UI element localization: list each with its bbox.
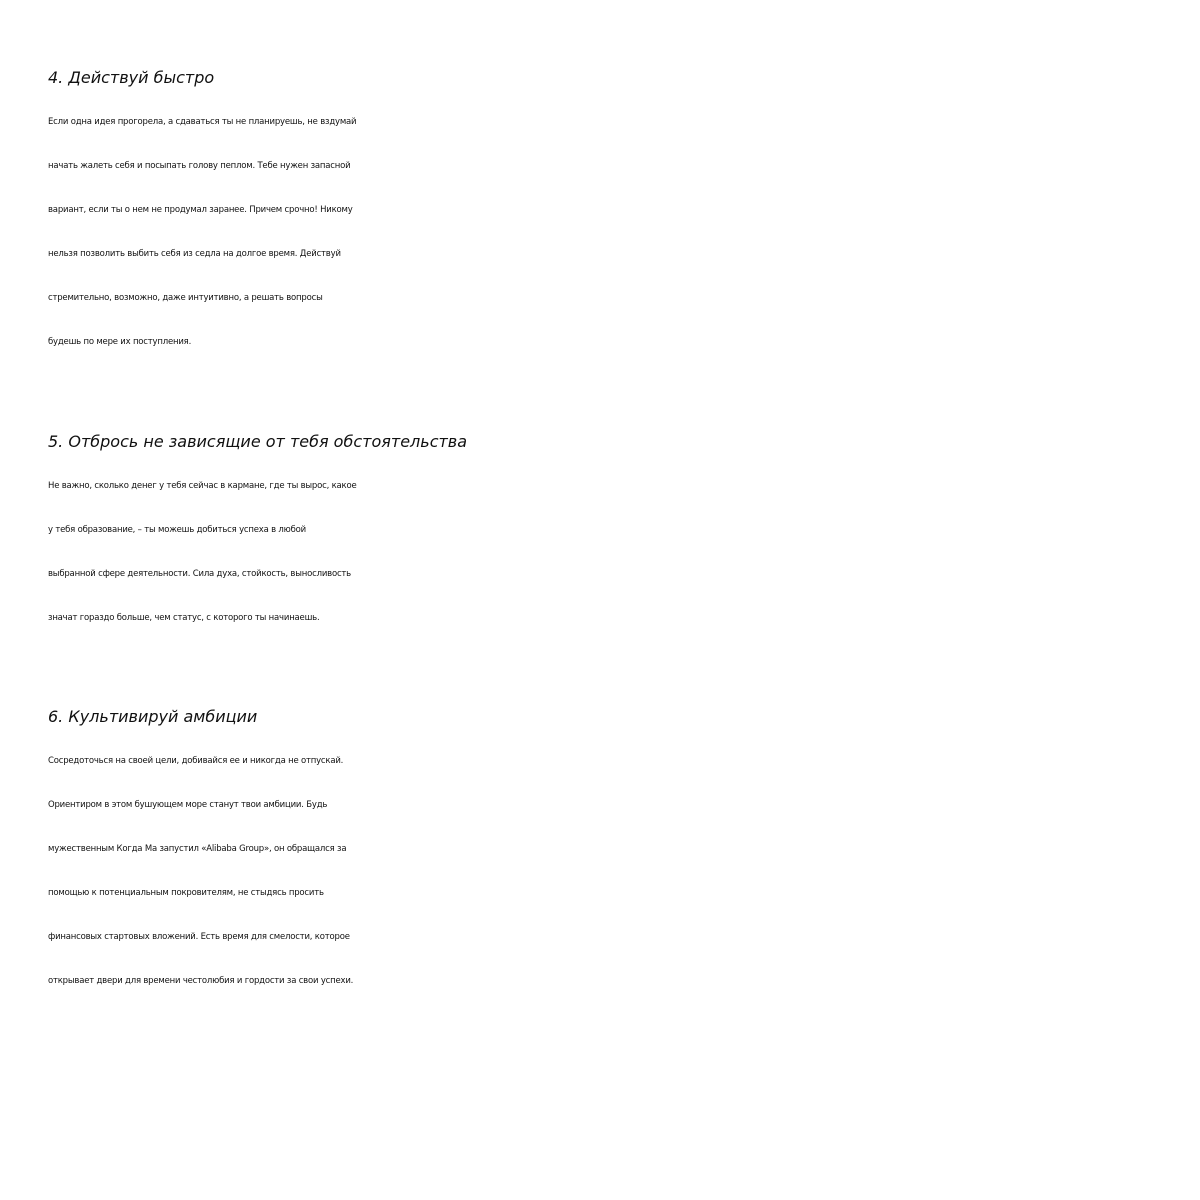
text-line: Не важно, сколько денег у тебя сейчас в кармане, где ты вырос, какое — [48, 481, 357, 491]
section-body — [48, 739, 1168, 1003]
text-line: вариант, если ты о нем не продумал заранее. Причем срочно! Никому — [48, 205, 353, 215]
section-body — [48, 464, 1168, 640]
section-heading: 4. Действуй быстро — [48, 68, 215, 87]
section-4 — [48, 56, 1168, 364]
text-line: Если одна идея прогорела, а сдаваться ты не планируешь, не вздумай — [48, 117, 357, 127]
text-line: выбранной сфере деятельности. Сила духа, стойкость, выносливость — [48, 569, 351, 579]
section-6 — [48, 695, 1168, 1003]
section-body — [48, 100, 1168, 364]
text-line: Сосредоточься на своей цели, добивайся ее и никогда не отпускай. — [48, 756, 344, 766]
text-line: стремительно, возможно, даже интуитивно, а решать вопросы — [48, 293, 323, 303]
text-line: у тебя образование, – ты можешь добиться успеха в любой — [48, 525, 306, 535]
section-heading: 5. Отбрось не зависящие от тебя обстоятельства — [48, 432, 468, 451]
text-line: будешь по мере их поступления. — [48, 337, 192, 347]
text-line: открывает двери для времени честолюбия и гордости за свои успехи. — [48, 976, 354, 986]
text-line: финансовых стартовых вложений. Есть время для смелости, которое — [48, 932, 350, 942]
text-line: помощью к потенциальным покровителям, не стыдясь просить — [48, 888, 324, 898]
text-line: мужественным Когда Ма запустил «Alibaba Group», он обращался за — [48, 844, 347, 854]
text-line: нельзя позволить выбить себя из седла на долгое время. Действуй — [48, 249, 341, 259]
text-line: Ориентиром в этом бушующем море станут твои амбиции. Будь — [48, 800, 328, 810]
text-line: значат гораздо больше, чем статус, с которого ты начинаешь. — [48, 613, 320, 623]
section-heading: 6. Культивируй амбиции — [48, 707, 258, 726]
section-5 — [48, 420, 1168, 640]
text-line: начать жалеть себя и посыпать голову пеплом. Тебе нужен запасной — [48, 161, 351, 171]
